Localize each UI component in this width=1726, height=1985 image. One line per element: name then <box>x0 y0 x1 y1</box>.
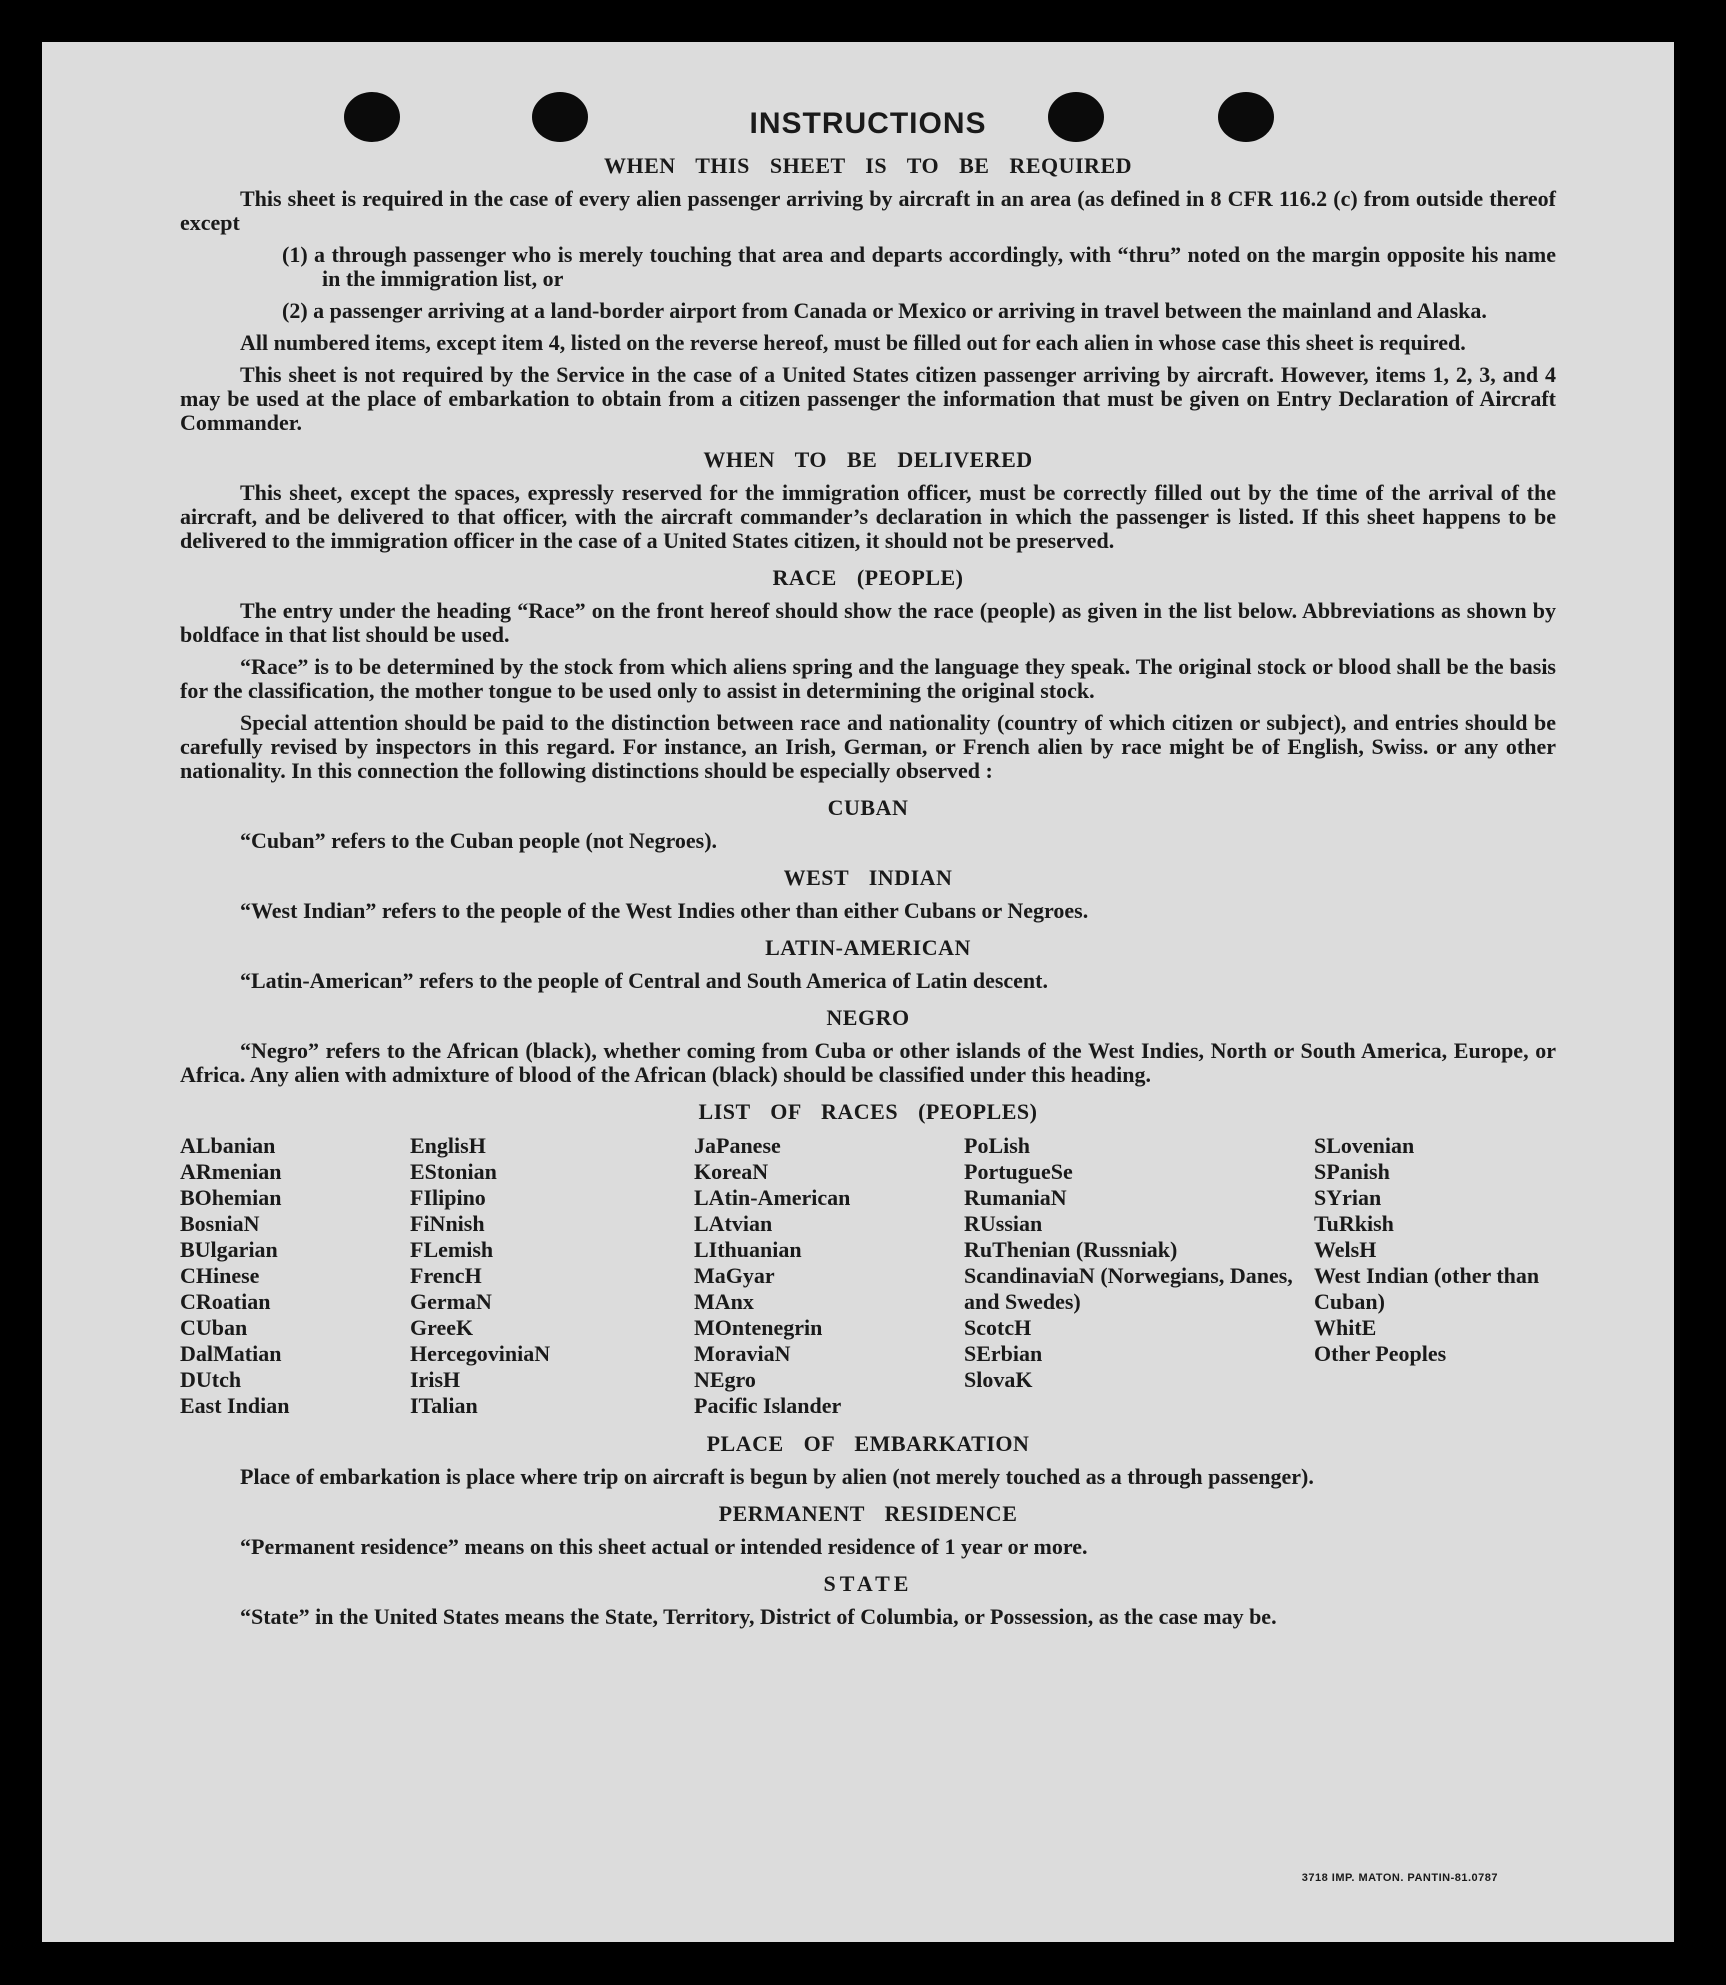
race-item: FiNnish <box>410 1211 485 1236</box>
race-item: West Indian (other than Cuban) <box>1314 1263 1540 1314</box>
paragraph: “Permanent residence” means on this sheet actual or intended residence of 1 year or more. <box>240 1534 1088 1559</box>
heading-when-required: WHEN THIS SHEET IS TO BE REQUIRED <box>603 153 1133 178</box>
races-list <box>180 1133 1556 1419</box>
race-item: FrencH <box>410 1263 482 1288</box>
race-item: HercegoviniaN <box>410 1341 551 1366</box>
race-item: FIlipino <box>410 1185 486 1210</box>
race-item: CRoatian <box>180 1289 271 1314</box>
race-item: SYrian <box>1314 1185 1382 1210</box>
heading-when-delivered: WHEN TO BE DELIVERED <box>703 447 1033 472</box>
paragraph: “West Indian” refers to the people of the West Indies other than either Cubans or Negroes. <box>240 898 1089 923</box>
race-item: LIthuanian <box>694 1237 802 1262</box>
race-item: RUssian <box>964 1211 1043 1236</box>
paragraph: This sheet is not required by the Service in the case of a United States citizen passenger arriving by aircraft. However, items 1, 2, 3, and 4 may be used at the place of embarkation to obtain from a citizen passenger the information that must be given on Entry Declaration of Aircraft Commander. <box>180 362 1556 435</box>
race-item: ARmenian <box>180 1159 282 1184</box>
race-item: DUtch <box>180 1367 242 1392</box>
race-item: LAtin-American <box>694 1185 851 1210</box>
heading-cuban: CUBAN <box>827 795 909 820</box>
paragraph: All numbered items, except item 4, listed on the reverse hereof, must be filled out for each alien in whose case this sheet is required. <box>240 330 1466 355</box>
paragraph: “State” in the United States means the State, Territory, District of Columbia, or Possession, as the case may be. <box>240 1604 1277 1629</box>
race-item: ALbanian <box>180 1133 276 1158</box>
race-item: LAtvian <box>694 1211 773 1236</box>
heading-state: STATE <box>823 1571 913 1596</box>
race-item: KoreaN <box>694 1159 769 1184</box>
race-item: EStonian <box>410 1159 497 1184</box>
race-item: SlovaK <box>964 1367 1033 1392</box>
paragraph: “Negro” refers to the African (black), whether coming from Cuba or other islands of the West Indies, North or South America, Europe, or Africa. Any alien with admixture of blood of the African (black) should be classified under this heading. <box>180 1038 1556 1087</box>
heading-race: RACE (PEOPLE) <box>772 565 964 590</box>
race-item: Pacific Islander <box>694 1393 842 1418</box>
race-item: DalMatian <box>180 1341 282 1366</box>
races-column <box>410 1133 694 1419</box>
race-item: PoLish <box>964 1133 1031 1158</box>
list-item: (1) a through passenger who is merely touching that area and departs accordingly, with “thru” noted on the margin opposite his name in the immigration list, or <box>282 242 1556 291</box>
printer-imprint: 3718 IMP. MATON. PANTIN-81.0787 <box>1301 1872 1498 1884</box>
race-item: RumaniaN <box>964 1185 1067 1210</box>
paragraph: Place of embarkation is place where trip on aircraft is begun by alien (not merely touched as a through passenger). <box>240 1464 1314 1489</box>
race-item: TuRkish <box>1314 1211 1394 1236</box>
paragraph: “Latin-American” refers to the people of Central and South America of Latin descent. <box>240 968 1048 993</box>
heading-negro: NEGRO <box>826 1005 910 1030</box>
race-item: JaPanese <box>694 1133 781 1158</box>
heading-residence: PERMANENT RESIDENCE <box>718 1501 1018 1526</box>
paragraph: This sheet, except the spaces, expressly reserved for the immigration officer, must be correctly filled out by the time of the arrival of the aircraft, and be delivered to that officer, with the aircraft commander’s declaration in which the passenger is listed. If this sheet happens to be delivered to the immigration officer in the case of a United States citizen, it should not be preserved. <box>180 480 1556 553</box>
heading-list-of-races: LIST OF RACES (PEOPLES) <box>698 1099 1038 1124</box>
race-item: SPanish <box>1314 1159 1390 1184</box>
race-item: CUban <box>180 1315 248 1340</box>
race-item: ITalian <box>410 1393 478 1418</box>
race-item: GreeK <box>410 1315 474 1340</box>
heading-west-indian: WEST INDIAN <box>783 865 953 890</box>
race-item: BUlgarian <box>180 1237 278 1262</box>
race-item: WhitE <box>1314 1315 1377 1340</box>
race-item: Other Peoples <box>1314 1341 1447 1366</box>
paragraph: The entry under the heading “Race” on the front hereof should show the race (people) as given in the list below. Abbreviations as shown by boldface in that list should be used. <box>180 598 1556 647</box>
race-item: ScotcH <box>964 1315 1032 1340</box>
race-item: RuThenian (Russniak) <box>964 1237 1178 1262</box>
race-item: BosniaN <box>180 1211 260 1236</box>
paragraph: This sheet is required in the case of every alien passenger arriving by aircraft in an area (as defined in 8 CFR 116.2 (c) from outside thereof except <box>180 186 1556 235</box>
list-item: (2) a passenger arriving at a land-border airport from Canada or Mexico or arriving in travel between the mainland and Alaska. <box>282 298 1487 323</box>
document-sheet <box>42 42 1674 1942</box>
page-title: INSTRUCTIONS <box>749 107 987 140</box>
race-item: SLovenian <box>1314 1133 1415 1158</box>
race-item: IrisH <box>410 1367 461 1392</box>
race-item: NEgro <box>694 1367 756 1392</box>
race-item: MOntenegrin <box>694 1315 823 1340</box>
races-column <box>180 1133 410 1419</box>
race-item: East Indian <box>180 1393 290 1418</box>
race-item: ScandinaviaN (Norwegians, Danes, and Swedes) <box>964 1263 1293 1314</box>
races-column <box>694 1133 964 1419</box>
paragraph: “Race” is to be determined by the stock from which aliens spring and the language they speak. The original stock or blood shall be the basis for the classification, the mother tongue to be used only to assist in determining the original stock. <box>180 654 1556 703</box>
race-item: PortugueSe <box>964 1159 1073 1184</box>
race-item: MaGyar <box>694 1263 775 1288</box>
heading-latin-american: LATIN-AMERICAN <box>765 935 971 960</box>
race-item: MAnx <box>694 1289 754 1314</box>
paragraph: “Cuban” refers to the Cuban people (not Negroes). <box>240 828 718 853</box>
paragraph: Special attention should be paid to the distinction between race and nationality (country of which citizen or subject), and entries should be carefully revised by inspectors in this regard. For instance, an Irish, German, or French alien by race might be of English, Swiss. or any other nationality. In this connection the following distinctions should be especially observed : <box>180 710 1556 783</box>
document-body <box>180 107 1556 1637</box>
heading-embarkation: PLACE OF EMBARKATION <box>706 1431 1030 1456</box>
race-item: CHinese <box>180 1263 260 1288</box>
races-column <box>964 1133 1314 1419</box>
race-item: BOhemian <box>180 1185 282 1210</box>
race-item: WelsH <box>1314 1237 1377 1262</box>
race-item: EnglisH <box>410 1133 486 1158</box>
race-item: GermaN <box>410 1289 492 1314</box>
race-item: MoraviaN <box>694 1341 791 1366</box>
race-item: FLemish <box>410 1237 494 1262</box>
races-column <box>1314 1133 1556 1419</box>
race-item: SErbian <box>964 1341 1043 1366</box>
